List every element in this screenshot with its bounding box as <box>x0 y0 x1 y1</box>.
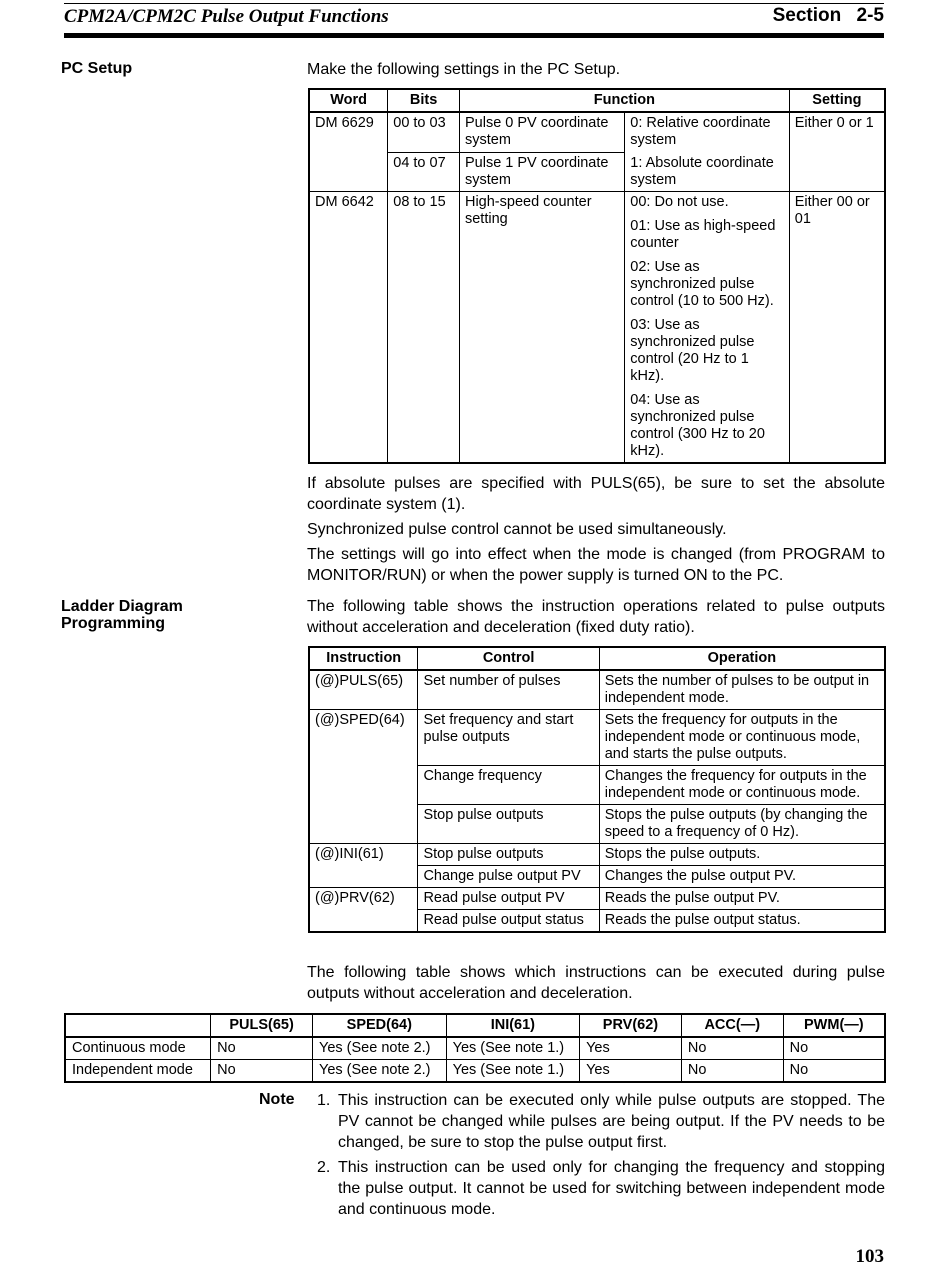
control-cell: Set frequency and start pulse outputs <box>418 710 599 766</box>
table-cell: No <box>783 1060 885 1083</box>
table-row <box>309 670 885 710</box>
ladder-intro2-text: The following table shows which instructions can be executed during pulse outputs without acceleration and deceleration. <box>307 964 885 1002</box>
option-line: 00: Do not use. <box>630 194 729 210</box>
setting-cell: Either 0 or 1 <box>789 112 885 192</box>
table-cell: Yes (See note 1.) <box>446 1037 579 1060</box>
instruction-cell: (@)INI(61) <box>309 844 418 888</box>
mode-cell: Independent mode <box>65 1060 211 1083</box>
table-row <box>65 1037 885 1060</box>
table-header-row <box>65 1014 885 1037</box>
table-row <box>309 710 885 766</box>
pc-setup-table <box>308 88 886 464</box>
header-rule <box>64 33 884 38</box>
column-header: Operation <box>599 647 885 670</box>
column-header: Instruction <box>309 647 418 670</box>
bits-cell: 04 to 07 <box>388 152 460 192</box>
bits-cell: 00 to 03 <box>388 112 460 152</box>
operation-cell: Stops the pulse outputs (by changing the speed to a frequency of 0 Hz). <box>599 805 885 844</box>
note-text: This instruction can be used only for changing the frequency and stopping the pulse output. It cannot be used for switching between independent mode and continuous mode. <box>338 1159 885 1218</box>
mode-cell: Continuous mode <box>65 1037 211 1060</box>
ladder-heading-line1: Ladder Diagram <box>61 598 183 615</box>
paragraph: If absolute pulses are specified with PULS(65), be sure to set the absolute coordinate system (1). <box>307 475 885 513</box>
column-header: ACC(—) <box>681 1014 783 1037</box>
pc-setup-notes <box>307 473 885 590</box>
control-cell: Set number of pulses <box>418 670 599 710</box>
option-line: 02: Use as synchronized pulse control (10 to 500 Hz). <box>630 259 774 309</box>
ladder-heading-line2: Programming <box>61 615 166 632</box>
paragraph: The settings will go into effect when the mode is changed (from PROGRAM to MONITOR/RUN) or when the power supply is turned ON to the PC. <box>307 546 885 584</box>
note-item <box>317 1157 885 1220</box>
table-cell: No <box>783 1037 885 1060</box>
control-cell: Stop pulse outputs <box>418 844 599 866</box>
ladder-intro2 <box>307 962 885 1008</box>
option-line: 03: Use as synchronized pulse control (20 Hz to 1 kHz). <box>630 317 755 384</box>
column-header: Bits <box>388 89 460 112</box>
ladder-intro-text: The following table shows the instruction operations related to pulse outputs without acceleration and deceleration (fixed duty ratio). <box>307 598 885 636</box>
table-cell: No <box>681 1037 783 1060</box>
operation-cell: Reads the pulse output PV. <box>599 888 885 910</box>
table-cell: Yes (See note 2.) <box>312 1037 446 1060</box>
note-text: This instruction can be executed only while pulse outputs are stopped. The PV cannot be changed while pulses are being output. If the PV needs to be changed, be sure to stop the pulse output first. <box>338 1092 885 1151</box>
table-header-row <box>309 89 885 112</box>
word-cell: DM 6629 <box>309 112 388 192</box>
note-number: 2. <box>317 1159 331 1176</box>
operation-cell: Sets the frequency for outputs in the independent mode or continuous mode, and starts the pulse outputs. <box>599 710 885 766</box>
control-cell: Change pulse output PV <box>418 866 599 888</box>
table-cell: Yes (See note 1.) <box>446 1060 579 1083</box>
table-header-row <box>309 647 885 670</box>
ladder-intro <box>307 596 885 642</box>
option-relative: 0: Relative coordinate system <box>630 115 771 148</box>
column-header: PWM(—) <box>783 1014 885 1037</box>
table-row <box>309 112 885 152</box>
option-line: 01: Use as high-speed counter <box>630 218 776 251</box>
table-row <box>309 192 885 464</box>
running-header-title: CPM2A/CPM2C Pulse Output Functions <box>64 6 389 27</box>
instruction-cell: (@)PRV(62) <box>309 888 418 933</box>
note-item <box>317 1090 885 1153</box>
operation-cell: Changes the frequency for outputs in the independent mode or continuous mode. <box>599 766 885 805</box>
pc-setup-heading: PC Setup <box>61 60 133 77</box>
column-header: Function <box>459 89 789 112</box>
pc-setup-intro-text: Make the following settings in the PC Setup. <box>307 61 621 78</box>
column-header: INI(61) <box>446 1014 579 1037</box>
operation-cell: Sets the number of pulses to be output in independent mode. <box>599 670 885 710</box>
table-cell: Yes (See note 2.) <box>312 1060 446 1083</box>
column-header: Setting <box>789 89 885 112</box>
instruction-cell: (@)PULS(65) <box>309 670 418 710</box>
operation-cell: Stops the pulse outputs. <box>599 844 885 866</box>
pc-setup-intro <box>307 59 885 84</box>
note-label: Note <box>259 1091 295 1108</box>
table-cell: No <box>211 1060 313 1083</box>
paragraph: Synchronized pulse control cannot be used simultaneously. <box>307 521 727 538</box>
note-number: 1. <box>317 1092 331 1109</box>
control-cell: Change frequency <box>418 766 599 805</box>
table-row <box>309 844 885 866</box>
running-header-section: Section 2-5 <box>772 5 884 26</box>
page-number: 103 <box>855 1246 884 1267</box>
table-cell: No <box>681 1060 783 1083</box>
control-cell: Stop pulse outputs <box>418 805 599 844</box>
option-cell <box>625 192 789 464</box>
function-cell: High-speed counter setting <box>459 192 624 464</box>
instruction-table <box>308 646 886 933</box>
table-cell: Yes <box>580 1037 682 1060</box>
operation-cell: Changes the pulse output PV. <box>599 866 885 888</box>
function-cell: Pulse 1 PV coordinate system <box>459 152 624 192</box>
option-line: 04: Use as synchronized pulse control (300 Hz to 20 kHz). <box>630 392 765 459</box>
column-header: Word <box>309 89 388 112</box>
header-top-rule <box>64 3 884 4</box>
option-absolute: 1: Absolute coordinate system <box>630 155 774 188</box>
table-cell: No <box>211 1037 313 1060</box>
execution-table <box>64 1013 886 1083</box>
ladder-heading <box>61 598 183 632</box>
function-cell: Pulse 0 PV coordinate system <box>459 112 624 152</box>
column-header: SPED(64) <box>312 1014 446 1037</box>
table-row <box>309 888 885 910</box>
bits-cell: 08 to 15 <box>388 192 460 464</box>
table-cell: Yes <box>580 1060 682 1083</box>
control-cell: Read pulse output status <box>418 910 599 933</box>
column-header: PULS(65) <box>211 1014 313 1037</box>
instruction-cell: (@)SPED(64) <box>309 710 418 844</box>
word-cell: DM 6642 <box>309 192 388 464</box>
note-list <box>317 1090 885 1224</box>
column-header: Control <box>418 647 599 670</box>
operation-cell: Reads the pulse output status. <box>599 910 885 933</box>
table-row <box>65 1060 885 1083</box>
column-header <box>65 1014 211 1037</box>
setting-cell: Either 00 or 01 <box>789 192 885 464</box>
option-cell <box>625 112 789 192</box>
column-header: PRV(62) <box>580 1014 682 1037</box>
control-cell: Read pulse output PV <box>418 888 599 910</box>
